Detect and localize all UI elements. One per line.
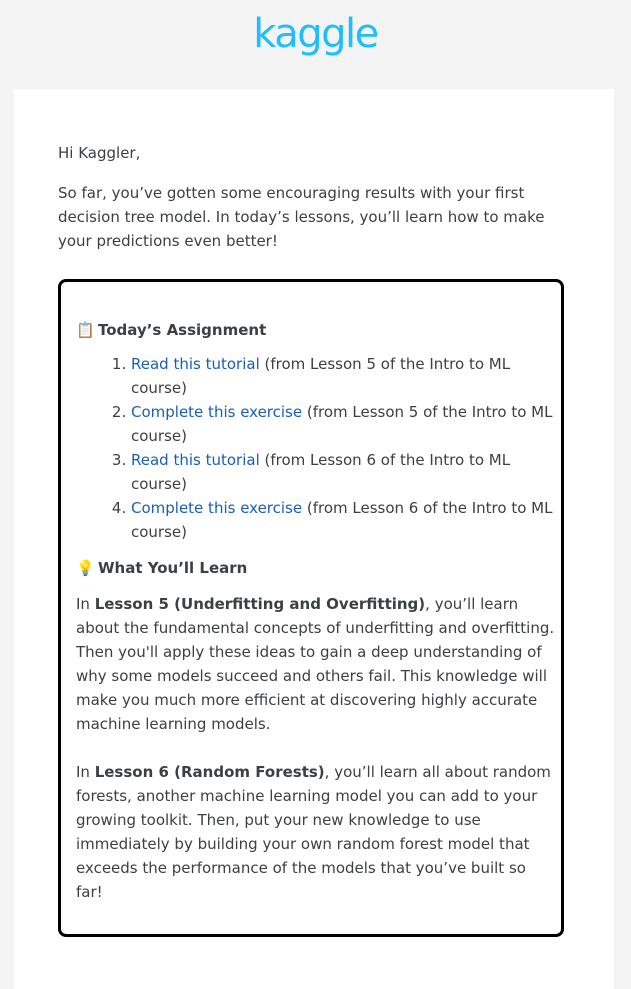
list-item-text: (from Lesson 6 of the Intro to ML course) (131, 499, 553, 541)
lesson6-name: Lesson 6 (Random Forests) (94, 763, 325, 781)
assignment-list (76, 352, 556, 544)
assignment-title: Today’s Assignment (98, 321, 267, 339)
lesson6-paragraph (76, 760, 556, 904)
lesson5-description: , you’ll learn about the fundamental concepts of underfitting and overfitting. Then you'll apply these ideas to gain a deep understanding of why some models succeed and others fail. This knowledge will make you much more efficient at discovering highly accurate machine learning models. (76, 595, 555, 733)
content-box (58, 279, 564, 937)
list-item-text: (from Lesson 5 of the Intro to ML course) (131, 355, 511, 397)
greeting-text: Hi Kaggler, (58, 144, 141, 162)
assignment-heading (76, 318, 556, 342)
list-item (131, 496, 556, 544)
list-item-text: (from Lesson 5 of the Intro to ML course) (131, 403, 553, 445)
exercise-link-lesson6[interactable]: Complete this exercise (131, 499, 303, 517)
tutorial-link-lesson6[interactable]: Read this tutorial (131, 451, 260, 469)
kaggle-logo[interactable]: kaggle (253, 11, 378, 57)
email-header (0, 0, 631, 89)
lesson6-prefix: In (76, 763, 95, 781)
list-item (131, 448, 556, 496)
lightbulb-icon: 💡 (76, 559, 95, 577)
lesson5-name: Lesson 5 (Underfitting and Overfitting) (94, 595, 426, 613)
exercise-link-lesson5[interactable]: Complete this exercise (131, 403, 303, 421)
email-card (14, 89, 614, 989)
lesson6-description: , you’ll learn all about random forests, another machine learning model you can add to your growing toolkit. Then, put your new knowledge to use immediately by building your own random forest model that exceeds the performance of the models that you’ve built so far! (76, 763, 551, 901)
lesson5-prefix: In (76, 595, 95, 613)
clipboard-icon: 📋 (76, 321, 95, 339)
list-item-text: (from Lesson 6 of the Intro to ML course) (131, 451, 511, 493)
lesson5-paragraph (76, 592, 556, 736)
learn-heading (76, 556, 556, 580)
list-item (131, 400, 556, 448)
learn-title: What You’ll Learn (98, 559, 248, 577)
tutorial-link-lesson5[interactable]: Read this tutorial (131, 355, 260, 373)
list-item (131, 352, 556, 400)
intro-paragraph: So far, you’ve gotten some encouraging results with your first decision tree model. In today’s lessons, you’ll learn how to make your predictions even better! (58, 184, 545, 250)
content-box-inner (76, 318, 556, 904)
